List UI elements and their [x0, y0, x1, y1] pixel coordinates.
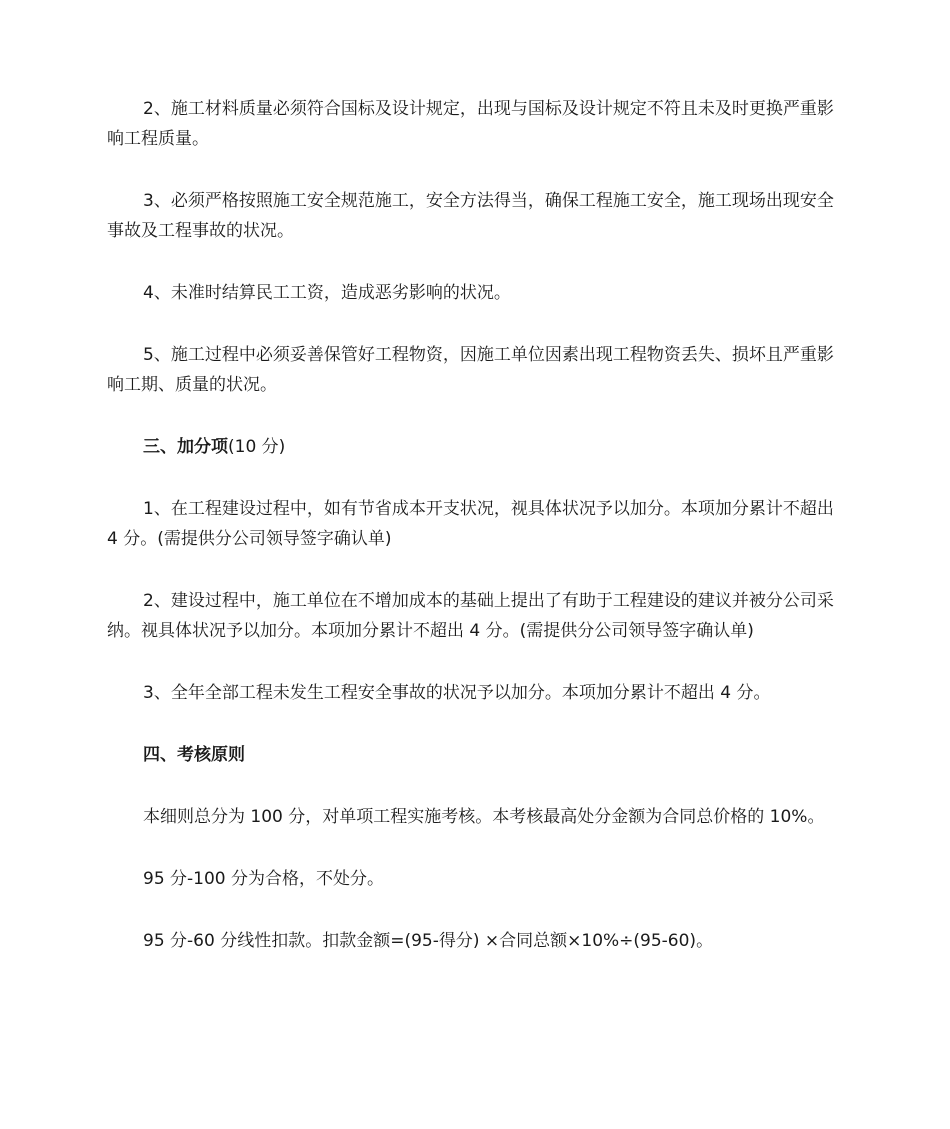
- paragraph-bonus-no-accident: 3、全年全部工程未发生工程安全事故的状况予以加分。本项加分累计不超出 4 分。: [143, 683, 771, 703]
- paragraph-material-custody: 5、施工过程中必须妥善保管好工程物资，因施工单位因素出现工程物资丢失、损坏且严重影响工期、质量的状况。: [107, 345, 834, 395]
- paragraph-safety-standards: 3、必须严格按照施工安全规范施工，安全方法得当，确保工程施工安全，施工现场出现安全事故及工程事故的状况。: [107, 191, 834, 241]
- paragraph-material-quality: 2、施工材料质量必须符合国标及设计规定，出现与国标及设计规定不符且未及时更换严重影响工程质量。: [107, 99, 834, 149]
- section-heading-principles-title: 四、考核原则: [143, 745, 245, 765]
- section-heading-bonus-title: 三、加分项: [143, 437, 228, 457]
- section-heading-principles: [107, 740, 847, 770]
- paragraph-deduction-formula: 95 分-60 分线性扣款。扣款金额=(95-得分) ×合同总额×10%÷(95-60)。: [143, 931, 714, 951]
- paragraph-pass-range: 95 分-100 分为合格，不处分。: [143, 869, 385, 889]
- paragraph-total-score: 本细则总分为 100 分，对单项工程实施考核。本考核最高处分金额为合同总价格的 10%。: [143, 807, 825, 827]
- paragraph-bonus-suggestion: 2、建设过程中，施工单位在不增加成本的基础上提出了有助于工程建设的建议并被分公司采纳。视具体状况予以加分。本项加分累计不超出 4 分。(需提供分公司领导签字确认单): [107, 591, 834, 641]
- paragraph-bonus-cost-saving: 1、在工程建设过程中，如有节省成本开支状况，视具体状况予以加分。本项加分累计不超出 4 分。(需提供分公司领导签字确认单): [107, 499, 834, 549]
- section-heading-bonus: [107, 432, 847, 462]
- paragraph-wage-settlement: 4、未准时结算民工工资，造成恶劣影响的状况。: [143, 283, 511, 303]
- section-heading-bonus-points: (10 分): [228, 437, 286, 457]
- document-body: [107, 94, 847, 988]
